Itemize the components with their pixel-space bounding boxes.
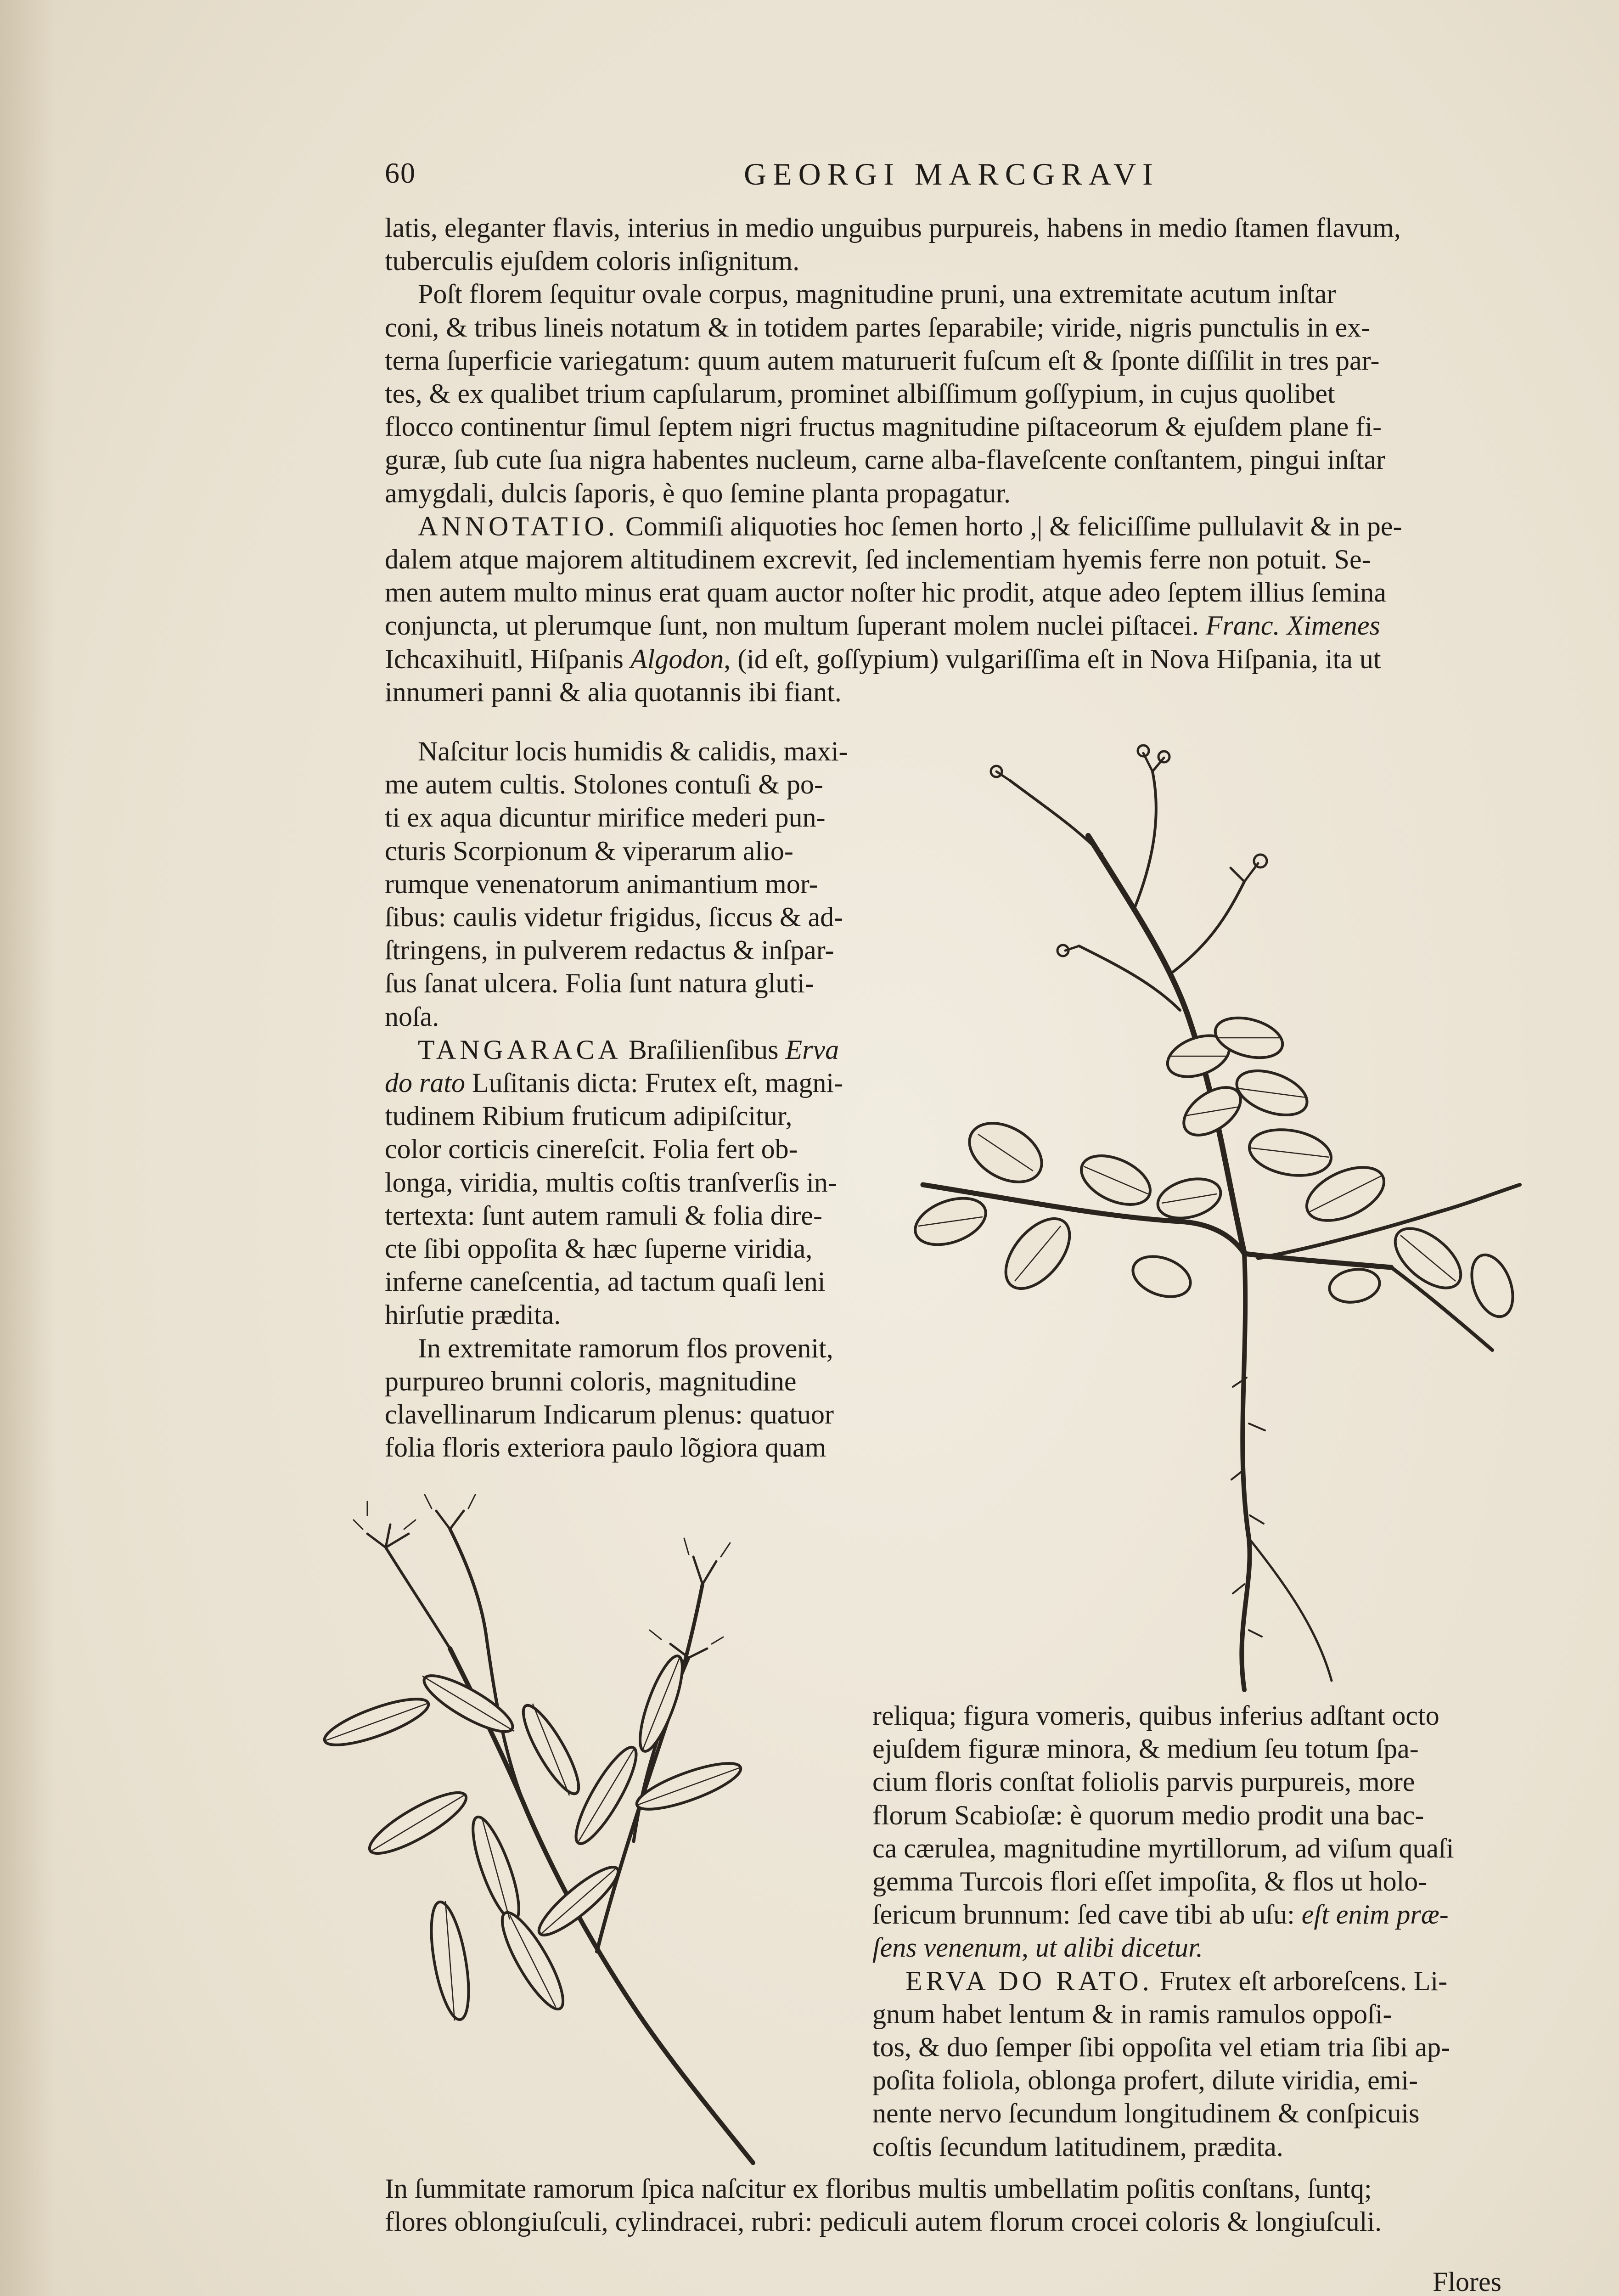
annotatio-label: ANNOTATIO. <box>418 511 618 541</box>
text-line: amygdali, dulcis ſaporis, è quo ſemine planta propagatur. <box>385 478 1011 508</box>
text-fragment: , (id eſt, goſſypium) vulgariſſima eſt in Nova Hiſpania, ita ut <box>724 643 1381 674</box>
text-line: me autem cultis. Stolones contuſi & po- <box>385 769 823 800</box>
text-line: tos, & duo ſemper ſibi oppoſita vel etiam tria ſibi ap- <box>872 2032 1450 2063</box>
text-line: innumeri panni & alia quotannis ibi fiant. <box>385 676 842 707</box>
top-paragraphs <box>385 211 1551 709</box>
erva-do-rato-leaves <box>320 1652 745 2022</box>
text-line: dalem atque majorem altitudinem excrevit, ſed inclementiam hyemis ferre non potuit. Se- <box>385 544 1371 575</box>
bottom-paragraph <box>385 2172 1579 2238</box>
text-line: clavellinarum Indicarum plenus: quatuor <box>385 1399 834 1430</box>
tangaraca-label: TANGARACA <box>418 1034 622 1065</box>
text-line: rumque venenatorum animantium mor- <box>385 868 818 899</box>
text-line: noſa. <box>385 1001 439 1032</box>
text-line: flocco continentur ſimul ſeptem nigri fructus magnitudine piſtaceorum & ejuſdem plane fi- <box>385 411 1382 442</box>
text-line: ti ex aqua dicuntur mirifice mederi pun- <box>385 802 826 833</box>
left-column-text <box>385 735 904 1464</box>
algodon-term: Algodon <box>630 643 724 674</box>
text-line: flores oblongiuſculi, cylindracei, rubri: pediculi autem florum crocei coloris & longiuſculi. <box>385 2206 1382 2237</box>
text-line: folia floris exteriora paulo lõgiora quam <box>385 1432 826 1463</box>
text-line: cium floris conſtat foliolis parvis purpureis, more <box>872 1767 1415 1797</box>
erva-do-rato-illustration <box>312 1465 891 2181</box>
page-header <box>0 156 1619 202</box>
text-line: ſtringens, in pulverem redactus & inſpar- <box>385 935 834 966</box>
text-fragment: ſericum brunnum: ſed cave tibi ab uſu: <box>872 1899 1302 1930</box>
text-fragment: Frutex eſt arboreſcens. Li- <box>1152 1965 1448 1996</box>
text-line: Poſt florem ſequitur ovale corpus, magnitudine pruni, una extremitate acutum inſtar <box>418 279 1336 310</box>
annotatio-line <box>385 510 1551 543</box>
text-line <box>872 1898 1543 1931</box>
author-reference: Franc. Ximenes <box>1205 610 1380 641</box>
catchword: Flores <box>1433 2267 1501 2296</box>
cotton-leaves <box>909 1011 1520 1322</box>
text-line: ca cærulea, magnitudine myrtillorum, ad viſum quaſi <box>872 1833 1454 1863</box>
text-line: color corticis cinereſcit. Folia fert ob- <box>385 1134 798 1165</box>
text-line: gnum habet lentum & in ramis ramulos oppoſi- <box>872 1998 1392 2029</box>
annotatio-text: Commiſi aliquoties hoc ſemen horto ,| & feliciſſime pullulavit & in pe- <box>618 511 1402 541</box>
text-line: guræ, ſub cute ſua nigra habentes nucleum, carne alba-flaveſcente conſtantem, pingui inſtar <box>385 445 1386 475</box>
running-title: GEORGI MARCGRAVI <box>744 157 1159 191</box>
text-line: ſibus: caulis videtur frigidus, ſiccus & ad- <box>385 902 843 933</box>
text-line: ejuſdem figuræ minora, & medium ſeu totum ſpa- <box>872 1733 1419 1764</box>
text-line: coſtis ſecundum latitudinem, prædita. <box>872 2131 1283 2162</box>
text-line: tudinem Ribium fruticum adipiſcitur, <box>385 1101 793 1131</box>
italic-warning: ſens venenum, ut alibi dicetur. <box>872 1932 1203 1963</box>
text-line: tertexta: ſunt autem ramuli & folia dire- <box>385 1200 822 1231</box>
do-rato-term: do rato <box>385 1068 466 1098</box>
erva-do-rato-line <box>872 1964 1543 1998</box>
text-line: In extremitate ramorum flos provenit, <box>418 1333 833 1363</box>
text-line: reliqua; figura vomeris, quibus inferius adſtant octo <box>872 1700 1439 1731</box>
text-line <box>385 1066 904 1099</box>
text-line: purpureo brunni coloris, magnitudine <box>385 1366 797 1396</box>
cotton-plant-woodcut <box>895 689 1547 1717</box>
annotatio-text: conjuncta, ut plerumque ſunt, non multum ſuperant molem nuclei piſtacei. <box>385 610 1206 641</box>
text-line: florum Scabioſæ: è quorum medio prodit una bac- <box>872 1800 1424 1830</box>
cotton-plant-illustration <box>895 689 1547 1717</box>
text-line: tes, & ex qualibet trium capſularum, prominet albiſſimum goſſypium, in cujus quolibet <box>385 378 1335 409</box>
text-line: ſus ſanat ulcera. Folia ſunt natura gluti- <box>385 968 814 999</box>
tangaraca-line <box>385 1033 904 1066</box>
text-line: hirſutie prædita. <box>385 1300 561 1330</box>
text-line: men autem multo minus erat quam auctor noſter hic prodit, atque adeo ſeptem illius ſemina <box>385 577 1387 608</box>
text-line <box>385 642 1551 675</box>
text-line: In ſummitate ramorum ſpica naſcitur ex floribus multis umbellatim poſitis conſtans, ſuntq; <box>385 2173 1372 2204</box>
italic-warning: eſt enim præ- <box>1301 1899 1449 1930</box>
text-line: nente nervo ſecundum longitudinem & conſpicuis <box>872 2098 1420 2129</box>
text-fragment: Luſitanis dicta: Frutex eſt, magni- <box>465 1068 843 1098</box>
text-line: tuberculis ejuſdem coloris inſignitum. <box>385 246 800 276</box>
right-column-text <box>872 1699 1543 2163</box>
text-line: gemma Turcois flori eſſet impoſita, & flos ut holo- <box>872 1866 1428 1897</box>
erva-do-rato-woodcut <box>312 1465 891 2181</box>
text-line: cte ſibi oppoſita & hæc ſuperne viridia, <box>385 1233 813 1264</box>
text-line: Naſcitur locis humidis & calidis, maxi- <box>418 736 848 766</box>
text-line: terna ſuperficie variegatum: quum autem maturuerit fuſcum eſt & ſponte diſſilit in tres par- <box>385 345 1380 376</box>
page-number: 60 <box>385 157 416 189</box>
page-gutter-shadow <box>0 0 55 2296</box>
text-line: latis, eleganter flavis, interius in medio unguibus purpureis, habens in medio ſtamen flavum, <box>385 213 1401 243</box>
text-line: inferne caneſcentia, ad tactum quaſi leni <box>385 1266 826 1297</box>
text-line: poſita foliola, oblonga profert, dilute viridia, emi- <box>872 2065 1418 2096</box>
text-line: coni, & tribus lineis notatum & in totidem partes ſeparabile; viride, nigris punctulis in ex- <box>385 312 1371 343</box>
text-line <box>385 609 1551 642</box>
erva-term: Erva <box>785 1034 839 1065</box>
text-fragment: Braſilienſibus <box>621 1034 786 1065</box>
text-line: longa, viridia, multis coſtis tranſverſis in- <box>385 1167 837 1198</box>
text-fragment: Ichcaxihuitl, Hiſpanis <box>385 643 630 674</box>
text-line: cturis Scorpionum & viperarum alio- <box>385 835 793 866</box>
erva-do-rato-label: ERVA DO RATO. <box>905 1965 1153 1996</box>
